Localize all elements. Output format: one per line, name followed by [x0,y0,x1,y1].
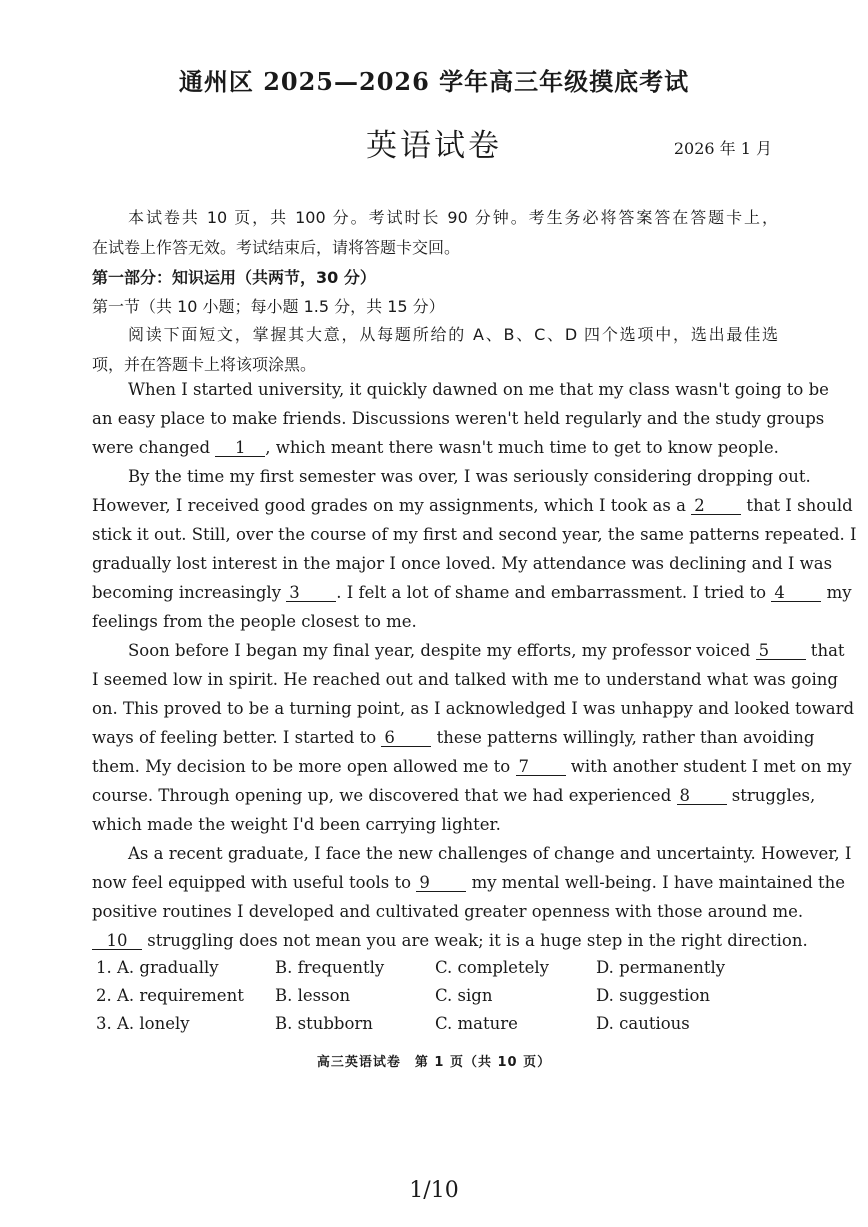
option-d: D. permanently [596,958,726,977]
passage-text: with another student I met on my [565,757,852,776]
blank-10: 10 [92,933,142,950]
option-a: 3. A. lonely [96,1014,190,1033]
passage-text: However, I received good grades on my assignments, which I took as a [92,496,692,515]
passage-text: Soon before I began my final year, despite my efforts, my professor voiced [128,641,756,660]
option-b: B. frequently [275,958,385,977]
question-row [92,1014,792,1038]
page-indicator: 1/10 [409,1178,459,1203]
option-d: D. suggestion [596,986,711,1005]
passage-text: now feel equipped with useful tools to [92,873,417,892]
page-footer: 高三英语试卷 第 1 页（共 10 页） [316,1055,552,1070]
passage-line: When I started university, it quickly dawned on me that my class wasn't going to be [128,380,829,399]
passage-text: my [821,583,852,602]
blank-2: 2 [691,498,741,515]
blank-4: 4 [771,585,821,602]
passage-line: I seemed low in spirit. He reached out and talked with me to understand what was going [92,670,838,689]
passage-text: them. My decision to be more open allowed me to [92,757,516,776]
passage-line: By the time my first semester was over, I was seriously considering dropping out. [128,467,811,486]
option-c: C. sign [435,986,493,1005]
blank-7: 7 [516,759,566,776]
passage-line: on. This proved to be a turning point, as I acknowledged I was unhappy and looked toward [92,699,855,718]
question-row [92,986,792,1010]
instructions-line-1: 本试卷共 10 页，共 100 分。考试时长 90 分钟。考生务必将答案答在答题卡上， [128,208,778,227]
directions-line-1: 阅读下面短文，掌握其大意，从每题所给的 A、B、C、D 四个选项中，选出最佳选 [128,325,778,344]
option-b: B. stubborn [275,1014,373,1033]
blank-6: 6 [381,730,431,747]
passage-line [92,583,852,602]
passage-line: gradually lost interest in the major I once loved. My attendance was declining and I was [92,554,833,573]
passage-line [92,873,846,892]
passage-line [92,786,816,805]
subject-title: 英语试卷 [366,128,502,164]
passage-text: were changed [92,438,216,457]
option-b: B. lesson [275,986,351,1005]
passage-line [92,728,815,747]
passage-line: As a recent graduate, I face the new challenges of change and uncertainty. However, I [128,844,852,863]
passage-text: struggles, [726,786,816,805]
passage-text: . I felt a lot of shame and embarrassment. I tried to [336,583,772,602]
passage-text: struggling does not mean you are weak; it is a huge step in the right direction. [142,931,808,950]
section-heading: 第一节（共 10 小题；每小题 1.5 分，共 15 分） [92,297,445,316]
blank-1: 1 [215,440,265,457]
instructions-line-2: 在试卷上作答无效。考试结束后，请将答题卡交回。 [92,238,461,257]
passage-line [92,931,808,950]
directions-line-2: 项，并在答题卡上将该项涂黑。 [92,355,317,374]
exam-date: 2026 年 1 月 [673,139,772,158]
passage-text: course. Through opening up, we discovered that we had experienced [92,786,677,805]
part-heading: 第一部分：知识运用（共两节，30 分） [92,268,376,287]
passage-line [128,641,845,660]
question-row [92,958,792,982]
blank-3: 3 [286,585,336,602]
blank-8: 8 [677,788,727,805]
passage-line: an easy place to make friends. Discussions weren't held regularly and the study groups [92,409,825,428]
passage-text: , which meant there wasn't much time to get to know people. [265,438,779,457]
passage-text: my mental well-being. I have maintained the [466,873,846,892]
option-a: 1. A. gradually [96,958,219,977]
passage-text: that I should [741,496,853,515]
exam-title: 通州区 2025—2026 学年高三年级摸底考试 [178,67,690,96]
option-c: C. completely [435,958,549,977]
passage-line: which made the weight I'd been carrying lighter. [92,815,501,834]
passage-text: that [805,641,845,660]
passage-line [92,757,852,776]
blank-5: 5 [756,643,806,660]
passage-line [92,496,853,515]
option-d: D. cautious [596,1014,690,1033]
passage-text: ways of feeling better. I started to [92,728,382,747]
passage-line [92,438,778,457]
blank-9: 9 [416,875,466,892]
passage-line: stick it out. Still, over the course of my first and second year, the same patterns repeated. I [92,525,857,544]
passage-line: positive routines I developed and cultivated greater openness with those around me. [92,902,804,921]
passage-text: becoming increasingly [92,583,287,602]
passage-text: these patterns willingly, rather than avoiding [431,728,815,747]
option-a: 2. A. requirement [96,986,244,1005]
passage-line: feelings from the people closest to me. [92,612,417,631]
option-c: C. mature [435,1014,518,1033]
